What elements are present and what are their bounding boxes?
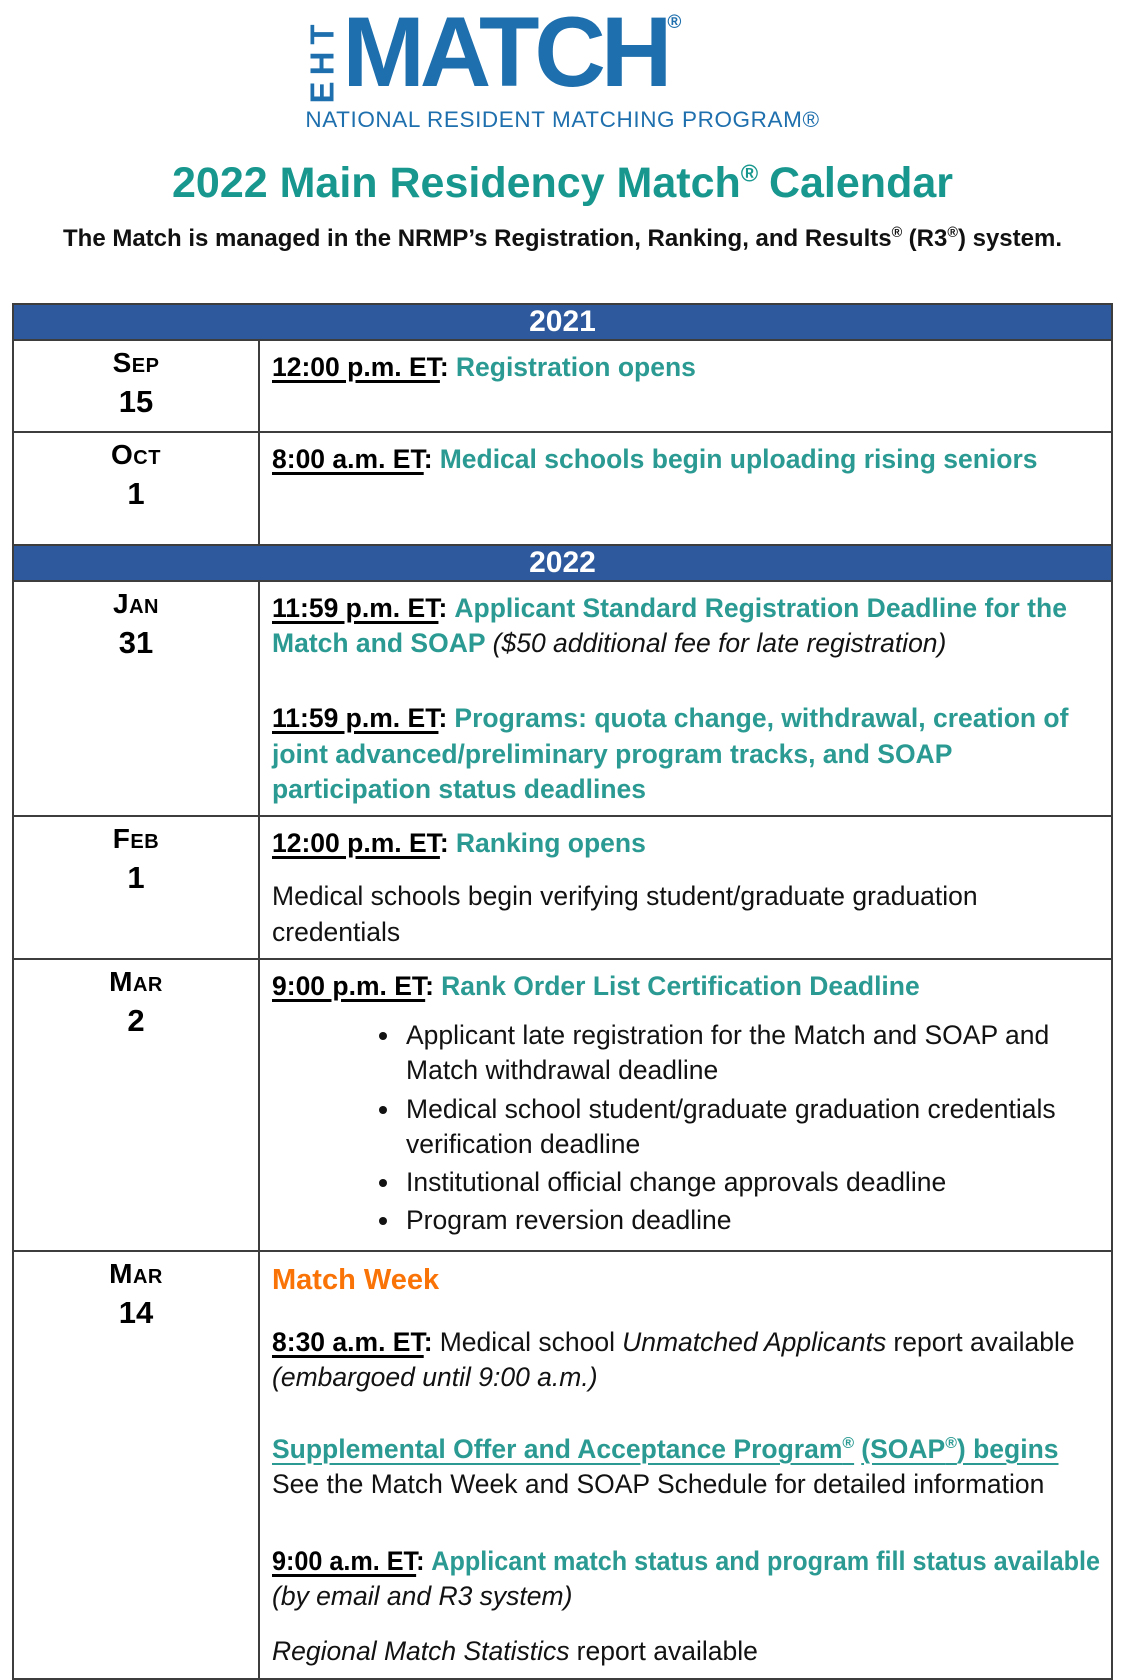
event-note: ($50 additional fee for late registration) — [492, 628, 947, 659]
subtitle-text: (R3 — [908, 225, 948, 252]
registered-trademark: ® — [842, 1434, 855, 1452]
bullet-item: • Medical school student/graduate graduation credentials verification deadline — [402, 1092, 1101, 1162]
day-number: 31 — [118, 625, 154, 660]
day-number: 15 — [118, 384, 154, 419]
logo-match-text: MATCH — [342, 0, 668, 107]
event-text: report available — [576, 1636, 758, 1667]
month-label: Feb — [112, 823, 160, 855]
soap-title — [272, 1434, 1059, 1464]
registered-trademark-icon: ® — [667, 12, 682, 33]
event-time: 8:00 a.m. ET — [272, 444, 424, 474]
event-time: 9:00 a.m. ET — [272, 1546, 417, 1577]
logo-tagline: NATIONAL RESIDENT MATCHING PROGRAM® — [305, 107, 820, 132]
nrmp-logo — [0, 0, 1125, 133]
registered-trademark: ® — [945, 1434, 957, 1452]
year-header-2021: 2021 — [14, 305, 1111, 339]
logo-the-letter: E — [303, 81, 341, 104]
registered-trademark: ® — [947, 225, 958, 241]
match-logo-wordmark — [303, 0, 819, 107]
day-number: 1 — [127, 860, 145, 896]
event-cell — [260, 1252, 1125, 1678]
event-text: Medical school — [439, 1327, 615, 1358]
colon: : — [423, 1327, 433, 1358]
event-title: Ranking opens — [455, 828, 646, 859]
report-name: Unmatched Applicants — [622, 1327, 887, 1358]
logo-the-letter: T — [303, 24, 341, 45]
day-number: 2 — [127, 1002, 145, 1038]
soap-begins-line — [272, 1432, 1125, 1467]
event-line — [272, 591, 1101, 661]
page-title — [0, 159, 1125, 208]
soap-note: See the Match Week and SOAP Schedule for detailed information — [272, 1468, 1045, 1499]
event-title: Registration opens — [455, 352, 696, 382]
calendar-row-sep-15 — [14, 339, 1111, 431]
event-time: 12:00 p.m. ET — [272, 352, 440, 382]
colon: : — [439, 828, 449, 859]
month-label: Jan — [113, 588, 159, 619]
soap-title-text: ) begins — [956, 1433, 1059, 1464]
page-title-main: 2022 Main Residency Match — [172, 159, 741, 207]
month-label: Mar — [109, 1257, 163, 1289]
event-time: 11:59 p.m. ET — [272, 703, 439, 734]
day-number: 1 — [127, 476, 145, 511]
bullet-item: • Institutional official change approvals deadline — [402, 1165, 1101, 1200]
event-cell — [260, 341, 1111, 431]
event-note: (embargoed until 9:00 a.m.) — [272, 1362, 598, 1393]
event-cell — [260, 582, 1111, 815]
event-note: (by email and R3 system) — [272, 1581, 573, 1612]
event-line — [272, 701, 1101, 807]
event-title: Programs: quota change, withdrawal, creation of joint advanced/preliminary program tracks, and SOAP participation status deadlines — [272, 703, 1069, 804]
date-cell — [14, 817, 260, 958]
month-label: Sep — [112, 347, 160, 378]
date-cell — [14, 433, 260, 544]
day-number: 14 — [118, 1294, 154, 1330]
calendar-row-jan-31 — [14, 580, 1111, 815]
event-time: 11:59 p.m. ET — [272, 593, 439, 623]
status-line — [272, 1544, 1100, 1579]
event-cell — [260, 960, 1111, 1250]
report-name: Regional Match Statistics — [272, 1636, 570, 1667]
event-cell — [260, 433, 1111, 544]
regional-report-line — [272, 1634, 1125, 1669]
match-calendar-table — [12, 303, 1113, 1680]
event-cell — [260, 817, 1111, 958]
deadline-bullet-list — [272, 1018, 1101, 1238]
bullet-item: • Applicant late registration for the Match and SOAP and Match withdrawal deadline — [402, 1018, 1101, 1088]
month-label: Oct — [111, 439, 161, 470]
date-cell — [14, 582, 260, 815]
subtitle-text: ) system. — [957, 225, 1062, 252]
calendar-row-oct-1 — [14, 431, 1111, 544]
date-cell — [14, 1252, 260, 1678]
event-text: report available — [893, 1327, 1075, 1358]
event-time: 8:30 a.m. ET — [272, 1327, 424, 1358]
event-time: 9:00 p.m. ET — [272, 970, 426, 1001]
event-title: Medical schools begin uploading rising seniors — [439, 444, 1038, 474]
event-line — [272, 826, 1101, 861]
colon: : — [425, 970, 434, 1001]
month-label: Mar — [109, 965, 163, 997]
page-title-tail: Calendar — [768, 159, 953, 207]
calendar-row-mar-2 — [14, 958, 1111, 1250]
page-subtitle — [0, 225, 1125, 253]
event-note: Medical schools begin verifying student/graduate graduation credentials — [272, 881, 978, 947]
colon: : — [423, 444, 433, 474]
colon: : — [439, 352, 449, 382]
year-header-2022: 2022 — [14, 544, 1111, 580]
soap-title-text: Supplemental Offer and Acceptance Program — [272, 1433, 843, 1464]
date-cell — [14, 960, 260, 1250]
calendar-row-mar-14 — [14, 1250, 1111, 1678]
event-line — [272, 1325, 1125, 1360]
colon: : — [416, 1546, 425, 1577]
event-line — [272, 350, 1101, 385]
match-week-heading: Match Week — [272, 1263, 440, 1296]
event-title: Applicant match status and program fill status available — [431, 1546, 1101, 1577]
colon: : — [438, 703, 448, 734]
subtitle-text: The Match is managed in the NRMP’s Registration, Ranking, and Results — [63, 225, 892, 252]
event-title: Rank Order List Certification Deadline — [441, 970, 920, 1001]
event-title: Applicant Standard Registration Deadline for the Match and SOAP — [272, 593, 1067, 659]
event-line — [272, 442, 1101, 477]
bullet-item: • Program reversion deadline — [402, 1203, 1101, 1238]
calendar-row-feb-1 — [14, 815, 1111, 958]
event-line — [272, 1544, 1125, 1614]
soap-title-text: (SOAP — [861, 1433, 946, 1464]
logo-the-vertical-text — [305, 20, 339, 107]
event-line — [272, 969, 1101, 1004]
logo-the-letter: H — [303, 51, 341, 76]
colon: : — [438, 593, 448, 623]
registered-trademark: ® — [891, 225, 903, 241]
registered-trademark: ® — [740, 161, 759, 188]
event-time: 12:00 p.m. ET — [272, 828, 440, 859]
date-cell — [14, 341, 260, 431]
